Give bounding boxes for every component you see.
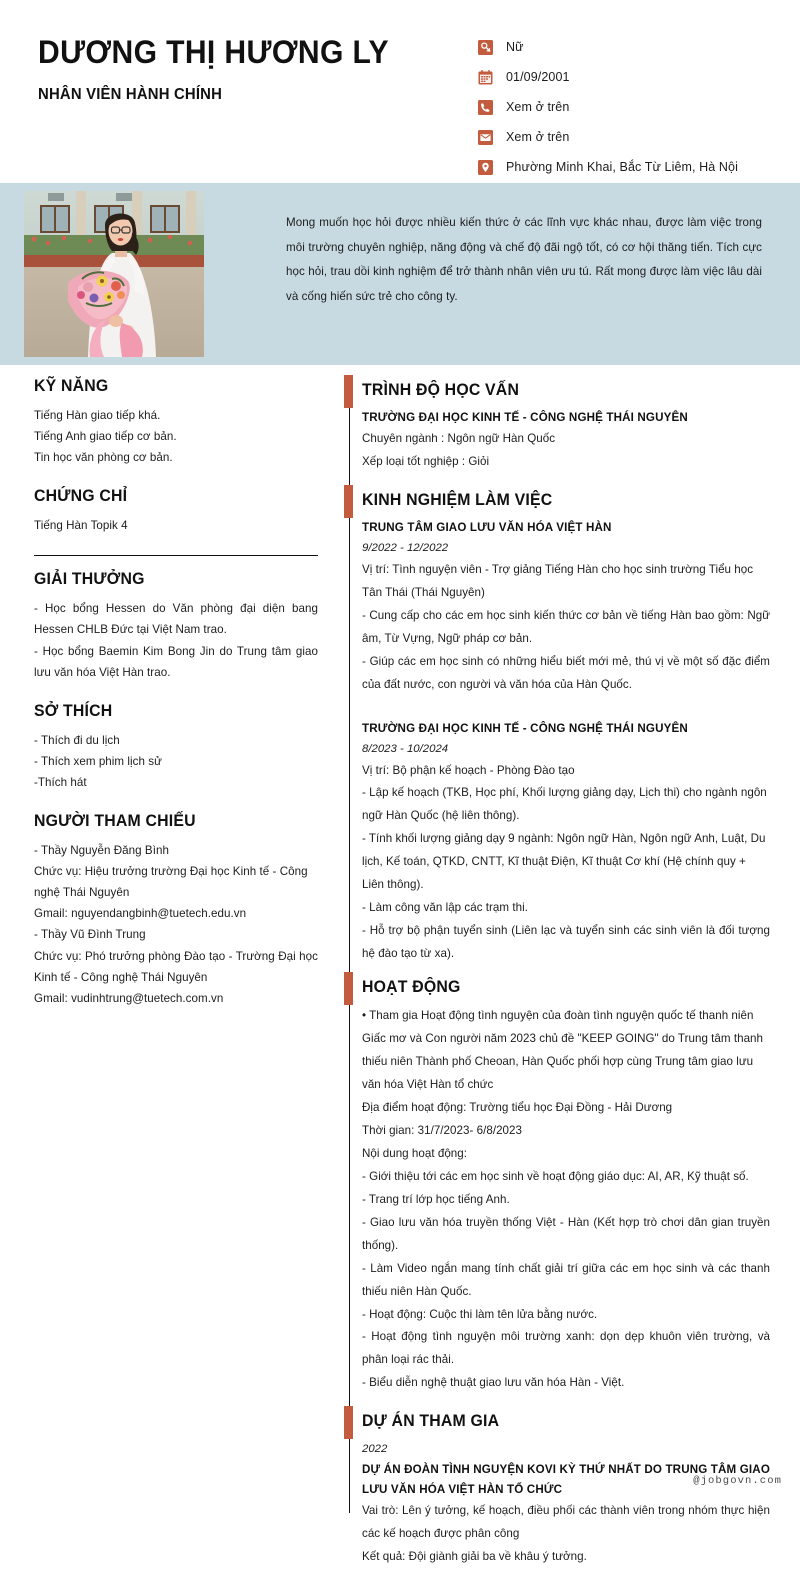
location-icon — [478, 160, 493, 175]
list-item: Tiếng Hàn Topik 4 — [34, 519, 128, 533]
avatar — [24, 191, 204, 357]
job-line: - Tính khối lượng giảng dạy 9 ngành: Ngôn ngữ Hàn, Ngôn ngữ Anh, Luật, Du lịch, Kế toán, QTKD, CNTT, Kĩ thuật Điện, Kĩ thuật Cơ khí (Hệ chính quy + Liên thông). — [362, 832, 766, 892]
calendar-icon — [478, 70, 493, 85]
activity-line: Thời gian: 31/7/2023- 6/8/2023 — [362, 1123, 522, 1137]
experience-item — [362, 719, 770, 966]
activity-line: • Tham gia Hoạt động tình nguyện của đoàn tình nguyện quốc tế thanh niên Giấc mơ và Con người năm 2023 chủ đề "KEEP GOING" do Trung tâm thanh thiếu niên Thành phố Cheoan, Hàn Quốc phối hợp cùng Trung tâm giao lưu văn hóa Việt Hàn tổ chức — [362, 1009, 763, 1091]
section-heading: GIẢI THƯỞNG — [34, 570, 145, 589]
list-item: Tin học văn phòng cơ bản. — [34, 451, 173, 465]
contact-item-birthday — [478, 63, 800, 92]
summary-band — [0, 183, 800, 365]
section-heading: KỸ NĂNG — [34, 377, 109, 395]
activity-line: - Giới thiệu tới các em học sinh về hoạt động giáo dục: AI, AR, Kỹ thuật số. — [362, 1169, 749, 1183]
main-content — [340, 377, 800, 1573]
contact-item-gender — [478, 33, 800, 62]
experience-item — [362, 518, 770, 697]
accent-marker — [344, 485, 353, 518]
job-line: Vị trí: Tình nguyện viên - Trợ giảng Tiếng Hàn cho học sinh trường Tiểu học Tân Thái (Thái Nguyên) — [362, 563, 754, 599]
job-company: TRƯỜNG ĐẠI HỌC KINH TẾ - CÔNG NGHỆ THÁI NGUYÊN — [362, 721, 688, 735]
activities-heading-row — [362, 974, 770, 1000]
contact-value: 01/09/2001 — [506, 70, 570, 85]
phone-icon — [478, 100, 493, 115]
spacer — [362, 1399, 770, 1408]
section-references — [34, 812, 318, 1009]
job-line: Vị trí: Bộ phận kế hoạch - Phòng Đào tạo — [362, 763, 575, 777]
experience-heading-row — [362, 487, 770, 513]
career-objective — [204, 183, 800, 365]
section-awards — [34, 570, 318, 682]
education-school: TRƯỜNG ĐẠI HỌC KINH TẾ - CÔNG NGHỆ THÁI NGUYÊN — [362, 411, 688, 424]
list-item: - Thầy Vũ Đình Trung — [34, 928, 146, 942]
page-title: DƯƠNG THỊ HƯƠNG LY — [38, 34, 389, 70]
list-item: - Thích đi du lịch — [34, 733, 120, 747]
section-skills — [34, 377, 318, 468]
contact-value: Xem ở trên — [506, 130, 570, 145]
section-activities — [362, 974, 770, 1395]
activity-line: Địa điểm hoạt động: Trường tiểu học Đại Đồng - Hải Dương — [362, 1100, 673, 1114]
list-item: - Thầy Nguyễn Đăng Bình — [34, 844, 169, 858]
education-major: Chuyên ngành : Ngôn ngữ Hàn Quốc — [362, 432, 556, 446]
list-item: Chức vụ: Phó trưởng phòng Đào tạo - Trường Đại học Kinh tế - Công nghệ Thái Nguyên — [34, 949, 318, 984]
activity-line: - Trang trí lớp học tiếng Anh. — [362, 1192, 510, 1206]
projects-heading-row — [362, 1408, 770, 1434]
project-title: DỰ ÁN ĐOÀN TÌNH NGUYỆN KOVI KỲ THỨ NHẤT DO TRUNG TÂM GIAO LƯU VĂN HÓA VIỆT HÀN TỔ CHỨC — [362, 1462, 770, 1497]
section-interests — [34, 702, 318, 793]
section-heading: KINH NGHIỆM LÀM VIỆC — [362, 490, 553, 509]
activity-line: Nội dung hoạt động: — [362, 1146, 467, 1160]
watermark: @jobgovn.com — [693, 1475, 782, 1487]
section-education — [362, 377, 770, 474]
job-line: - Làm công văn lập các trạm thi. — [362, 901, 528, 915]
contact-value: Xem ở trên — [506, 100, 570, 115]
section-heading: DỰ ÁN THAM GIA — [362, 1411, 500, 1430]
spacer — [362, 478, 770, 487]
job-line: - Cung cấp cho các em học sinh kiến thức cơ bản về tiếng Hàn bao gồm: Ngữ âm, Từ Vựng, Ngữ pháp cơ bản. — [362, 608, 770, 645]
job-company: TRUNG TÂM GIAO LƯU VĂN HÓA VIỆT HÀN — [362, 521, 612, 535]
gender-icon — [478, 40, 493, 55]
sidebar-divider — [34, 555, 318, 556]
job-line: - Giúp các em học sinh có những hiểu biết mới mẻ, thú vị về một số đặc điểm của đất nước, con người và văn hóa của Hàn Quốc. — [362, 654, 770, 691]
section-heading: CHỨNG CHỈ — [34, 487, 128, 506]
project-year: 2022 — [362, 1443, 388, 1456]
job-line: - Lập kế hoạch (TKB, Học phí, Khối lượng giảng dạy, Lịch thi) cho ngành ngôn ngữ Hàn Quốc (hệ liên thông). — [362, 786, 767, 823]
section-heading: SỞ THÍCH — [34, 701, 113, 720]
list-item: Gmail: vudinhtrung@tuetech.com.vn — [34, 991, 224, 1005]
list-item: Chức vụ: Hiệu trưởng trường Đại học Kinh tế - Công nghệ Thái Nguyên — [34, 865, 308, 900]
job-date: 8/2023 - 10/2024 — [362, 743, 449, 755]
career-objective-text: Mong muốn học hỏi được nhiều kiến thức ở các lĩnh vực khác nhau, được làm việc trong môi trường chuyên nghiệp, năng động và chế độ đãi ngộ tốt, có cơ hội thăng tiến. Tích cực học hỏi, trau dồi kinh nghiệm để trở thành nhân viên ưu tú. Rất mong được làm việc lâu dài và cống hiến sức trẻ cho công ty. — [286, 216, 762, 304]
spacer — [362, 697, 770, 719]
job-date: 9/2022 - 12/2022 — [362, 542, 449, 555]
list-item: -Thích hát — [34, 775, 87, 789]
email-icon — [478, 130, 493, 145]
section-heading: TRÌNH ĐỘ HỌC VẤN — [362, 380, 520, 399]
accent-marker — [344, 1406, 353, 1439]
section-certificates — [34, 487, 318, 536]
contact-item-phone — [478, 93, 800, 122]
list-item: Gmail: nguyendangbinh@tuetech.edu.vn — [34, 907, 247, 921]
list-item: - Học bổng Hessen do Văn phòng đại diện bang Hessen CHLB Đức tại Việt Nam trao. — [34, 602, 318, 637]
contact-value: Nữ — [506, 40, 524, 55]
activity-line: - Hoạt động tình nguyện môi trường xanh: dọn dẹp khuôn viên trường, và phân loại rác thải. — [362, 1330, 770, 1367]
list-item: Tiếng Anh giao tiếp cơ bản. — [34, 430, 177, 444]
section-projects — [362, 1408, 770, 1569]
project-line: Vai trò: Lên ý tưởng, kế hoạch, điều phối các thành viên trong nhóm thực hiện các kế hoạch được phân công — [362, 1504, 770, 1541]
job-title: NHÂN VIÊN HÀNH CHÍNH — [38, 85, 223, 103]
contact-list — [470, 30, 800, 183]
list-item: Tiếng Hàn giao tiếp khá. — [34, 409, 161, 422]
cv-body — [0, 365, 800, 1573]
cv-header — [0, 0, 800, 183]
sidebar — [0, 377, 340, 1573]
education-grade: Xếp loại tốt nghiệp : Giỏi — [362, 455, 490, 469]
job-line: - Hỗ trợ bộ phận tuyển sinh (Liên lạc và tuyển sinh các sinh viên là đối tượng hệ đào tạo từ xa). — [362, 924, 770, 961]
list-item: - Thích xem phim lịch sử — [34, 754, 162, 768]
contact-value: Phường Minh Khai, Bắc Từ Liêm, Hà Nội — [506, 160, 738, 175]
contact-item-address — [478, 153, 800, 182]
contact-item-email — [478, 123, 800, 152]
accent-marker — [344, 375, 353, 408]
list-item: - Học bổng Baemin Kim Bong Jin do Trung tâm giao lưu văn hóa Việt Hàn trao. — [34, 644, 318, 679]
activity-line: - Hoạt động: Cuộc thi làm tên lửa bằng nước. — [362, 1307, 598, 1321]
section-heading: HOẠT ĐỘNG — [362, 977, 461, 996]
project-line: Kết quả: Đội giành giải ba về khâu ý tưởng. — [362, 1550, 587, 1564]
accent-marker — [344, 972, 353, 1005]
activity-line: - Làm Video ngắn mang tính chất giải trí giữa các em học sinh và các thanh thiếu niên Hàn Quốc. — [362, 1261, 770, 1298]
section-heading: NGƯỜI THAM CHIẾU — [34, 812, 196, 831]
activity-line: - Giao lưu văn hóa truyền thống Việt - Hàn (Kết hợp trò chơi dân gian truyền thống). — [362, 1215, 770, 1252]
activity-line: - Biểu diễn nghệ thuật giao lưu văn hóa Hàn - Việt. — [362, 1376, 625, 1390]
header-identity — [0, 30, 470, 183]
profile-photo — [24, 191, 204, 357]
section-experience — [362, 487, 770, 966]
education-heading-row — [362, 377, 770, 403]
